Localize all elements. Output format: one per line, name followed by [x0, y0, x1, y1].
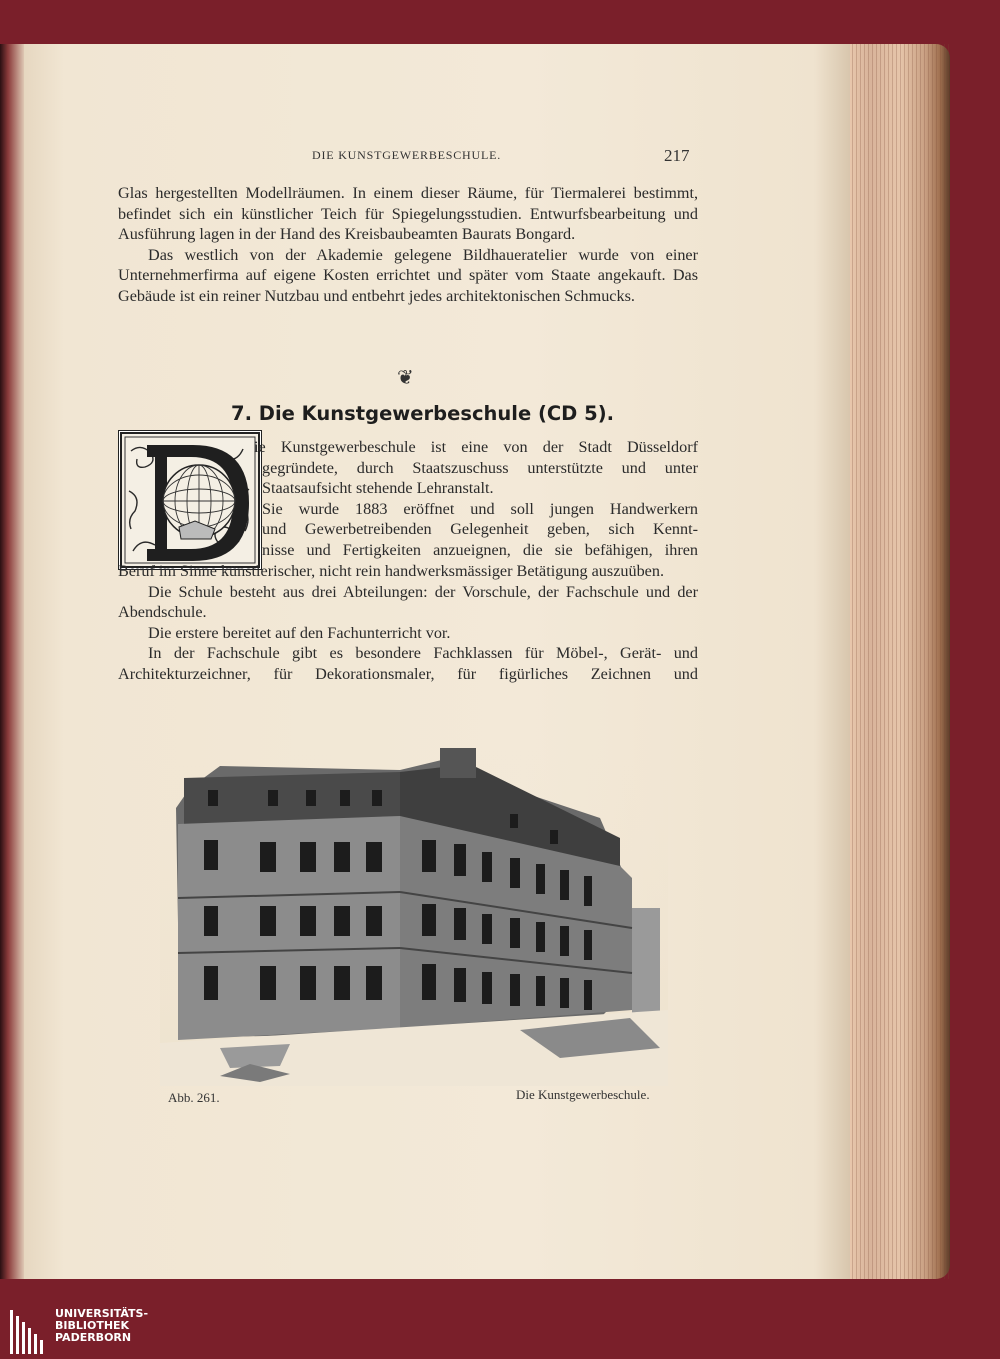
paragraph-glass-rooms: Glas hergestellten Modellräumen. In einem dieser Räume, für Tiermalerei bestimmt, befindet sich ein künstlicher Teich für Spiegelungsstudien. Entwurfsbearbeitung und Ausführung lagen in der Hand des Kreisbaubeamten Baurats Bongard.: [118, 184, 698, 244]
paragraph-purpose-continued: Beruf im Sinne künstlerischer, nicht rein handwerksmässiger Betätigung auszuüben.: [118, 562, 664, 580]
library-name-line-3: PADERBORN: [55, 1331, 132, 1344]
body-text-top: [118, 183, 698, 307]
figure-caption: Die Kunstgewerbeschule.: [516, 1087, 650, 1102]
building-illustration: [160, 748, 668, 1086]
dropcap-line-1: ie Kunstgewerbeschule ist eine von der Stadt Düsseldorf: [254, 438, 698, 456]
library-name-line-1: UNIVERSITÄTS-: [55, 1307, 149, 1320]
running-title: DIE KUNSTGEWERBESCHULE.: [312, 148, 502, 162]
dropcap-line-6: nisse und Fertigkeiten anzueignen, die sie befähigen, ihren: [262, 540, 698, 559]
page-number: 217: [664, 146, 690, 165]
dropcap-line-4: Sie wurde 1883 eröffnet und soll jungen Handwerkern: [262, 499, 698, 518]
book-page-edges: [840, 44, 950, 1279]
section-ornament: ❦: [397, 367, 414, 389]
paragraph-preschool: Die erstere bereitet auf den Fachunterricht vor.: [148, 623, 451, 642]
library-logo-icon: [10, 1310, 50, 1359]
dropcap-wrapped-text: [254, 437, 698, 561]
paragraph-sculpture-studio: Das westlich von der Akademie gelegene Bildhaueratelier wurde von einer Unternehmerfirma auf eigene Kosten errichtet und später vom Staate angekauft. Das Gebäude ist ein reiner Nutzbau und entbehrt jedes architektonischen Schmucks.: [118, 245, 698, 305]
library-footer: [0, 1305, 1000, 1357]
library-name: [55, 1308, 148, 1344]
dropcap-line-2: gegründete, durch Staatszuschuss unterstützte und unter: [262, 458, 698, 477]
section-heading: 7. Die Kunstgewerbeschule (CD 5).: [231, 402, 615, 425]
library-logo-bars: [10, 1310, 50, 1354]
dropcap-line-3: Staatsaufsicht stehende Lehranstalt.: [262, 479, 494, 498]
kunstgewerbeschule-engraving: [160, 748, 668, 1086]
paragraph-specialist-classes: In der Fachschule gibt es besondere Fachklassen für Möbel-, Gerät- und Architekturzeichner, für Dekorationsmaler, für figürliches Zeichnen und: [118, 644, 698, 683]
body-text-bottom: [118, 561, 698, 685]
decorated-initial-d: [118, 430, 262, 570]
dropcap-line-5: und Gewerbetreibenden Gelegenheit geben, sich Kennt-: [262, 520, 698, 539]
figure-number: Abb. 261.: [168, 1090, 220, 1105]
decorated-initial-d-image: [119, 431, 261, 569]
library-name-line-2: BIBLIOTHEK: [55, 1319, 130, 1332]
paragraph-departments: Die Schule besteht aus drei Abteilungen: der Vorschule, der Fachschule und der Abendschule.: [118, 582, 698, 622]
